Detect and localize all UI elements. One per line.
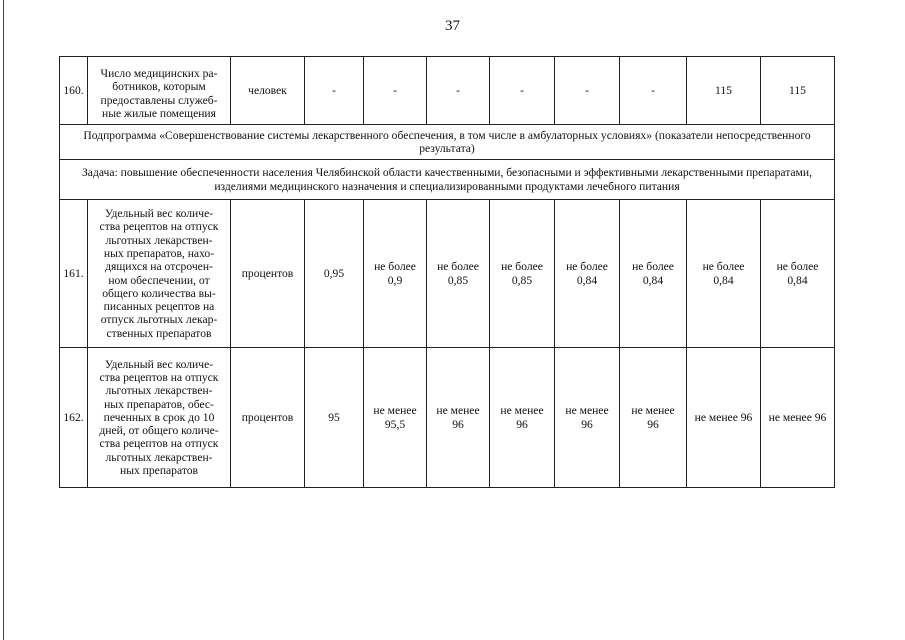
value-cell: не менее 96 bbox=[687, 348, 761, 488]
value-cell: 115 bbox=[761, 57, 835, 125]
unit-cell: процентов bbox=[231, 348, 305, 488]
row-number: 161. bbox=[60, 200, 88, 348]
value-cell: - bbox=[555, 57, 620, 125]
value-cell: не менее 96 bbox=[427, 348, 490, 488]
value-cell: 95 bbox=[305, 348, 364, 488]
value-cell: не менее 95,5 bbox=[364, 348, 427, 488]
value-cell: не более 0,85 bbox=[427, 200, 490, 348]
row-number: 162. bbox=[60, 348, 88, 488]
unit-cell: человек bbox=[231, 57, 305, 125]
value-cell: не менее 96 bbox=[620, 348, 687, 488]
value-cell: не более 0,9 bbox=[364, 200, 427, 348]
section-row bbox=[60, 125, 835, 160]
indicator-table bbox=[59, 56, 835, 488]
value-cell: 115 bbox=[687, 57, 761, 125]
value-cell: - bbox=[620, 57, 687, 125]
value-cell: - bbox=[427, 57, 490, 125]
section-row bbox=[60, 160, 835, 200]
value-cell: 0,95 bbox=[305, 200, 364, 348]
section-heading: Задача: повышение обеспеченности населения Челябинской области качественными, безопасными и эффективными лекарственными препаратами, изделиями медицинского назначения и специализированными продуктами лечебного питания bbox=[60, 160, 835, 200]
indicator-name: Удельный вес количе- ства рецептов на отпуск льготных лекарствен- ных препаратов, нахо- дящихся на отсрочен- ном обеспечении, от общего количества вы- писанных рецептов на отпуск льготных лекар- ственных препаратов bbox=[88, 200, 231, 348]
row-number: 160. bbox=[60, 57, 88, 125]
value-cell: - bbox=[305, 57, 364, 125]
value-cell: не более 0,84 bbox=[555, 200, 620, 348]
value-cell: не менее 96 bbox=[490, 348, 555, 488]
value-cell: не более 0,85 bbox=[490, 200, 555, 348]
table-row bbox=[60, 57, 835, 125]
table-row bbox=[60, 348, 835, 488]
indicator-name: Удельный вес количе- ства рецептов на отпуск льготных лекарствен- ных препаратов, обес- печенных в срок до 10 дней, от общего количе- ства рецептов на отпуск льготных лекарствен- ных препаратов bbox=[88, 348, 231, 488]
table-row bbox=[60, 200, 835, 348]
value-cell: не более 0,84 bbox=[620, 200, 687, 348]
value-cell: не более 0,84 bbox=[761, 200, 835, 348]
value-cell: не менее 96 bbox=[761, 348, 835, 488]
value-cell: - bbox=[364, 57, 427, 125]
table-body bbox=[60, 57, 835, 488]
value-cell: - bbox=[490, 57, 555, 125]
value-cell: не менее 96 bbox=[555, 348, 620, 488]
indicator-name: Число медицинских ра- ботников, которым предоставлены служеб- ные жилые помещения bbox=[88, 57, 231, 125]
section-heading: Подпрограмма «Совершенствование системы лекарственного обеспечения, в том числе в амбулаторных условиях» (показатели непосредственного результата) bbox=[60, 125, 835, 160]
value-cell: не более 0,84 bbox=[687, 200, 761, 348]
unit-cell: процентов bbox=[231, 200, 305, 348]
page-number: 37 bbox=[445, 18, 460, 34]
page-left-edge bbox=[3, 0, 4, 640]
